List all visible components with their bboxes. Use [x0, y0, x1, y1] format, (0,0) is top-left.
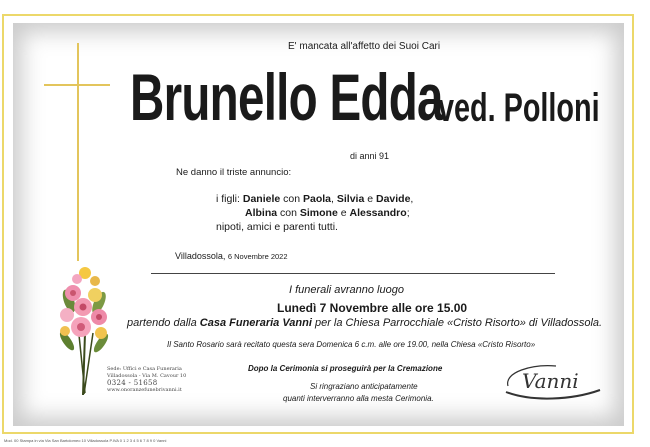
family-line-3: nipoti, amici e parenti tutti. [216, 221, 338, 233]
flower-bouquet-image [55, 263, 111, 397]
announce-text: Ne danno il triste annuncio: [176, 167, 292, 178]
cross-vertical [77, 43, 79, 261]
place-date: Villadossola, 6 Novembre 2022 [175, 251, 288, 261]
thanks-line-1: Si ringraziano anticipatamente [310, 382, 418, 391]
deceased-name-suffix: ved. Polloni [438, 86, 600, 130]
funeral-date: Lunedì 7 Novembre alle ore 15.00 [277, 301, 468, 315]
vanni-logo [502, 362, 602, 402]
departure-text: partendo dalla Casa Funeraria Vanni per la Chiesa Parrocchiale «Cristo Risorto» di Villadossola. [127, 317, 603, 329]
rosary-text: Il Santo Rosario sarà recitato questa sera Domenica 6 c.m. alle ore 19.00, nella Chiesa «Cristo Risorto» [167, 340, 536, 349]
divider-line [151, 273, 555, 274]
funeral-intro: I funerali avranno luogo [289, 284, 404, 296]
cross-horizontal [44, 84, 110, 86]
cremation-text: Dopo la Cerimonia si proseguirà per la Cremazione [248, 364, 443, 373]
age-text: di anni 91 [350, 151, 390, 161]
footer-text: Mod. 00 Stampa in via Via San Bartolomeo 10 Villadossola P.IVA 0 1 2 3 4 5 6 7 8 9 0 Vanni [4, 438, 167, 443]
thanks-line-2: quanti interverranno alla mesta Cerimonia. [283, 394, 434, 403]
family-line-1: i figli: Daniele con Paola, Silvia e Davide, [216, 193, 414, 205]
shop-address-block: Sede: Uffici e Casa Funeraria Villadossola - Via M. Cavour 10 0324 - 51658 www.onoranzefunebrivanni.it [107, 366, 187, 393]
logo-text: Vanni [522, 369, 579, 393]
family-line-2: Albina con Simone e Alessandro; [245, 207, 410, 219]
intro-text: E' mancata all'affetto dei Suoi Cari [288, 41, 441, 52]
deceased-name: Brunello Edda [130, 60, 443, 134]
